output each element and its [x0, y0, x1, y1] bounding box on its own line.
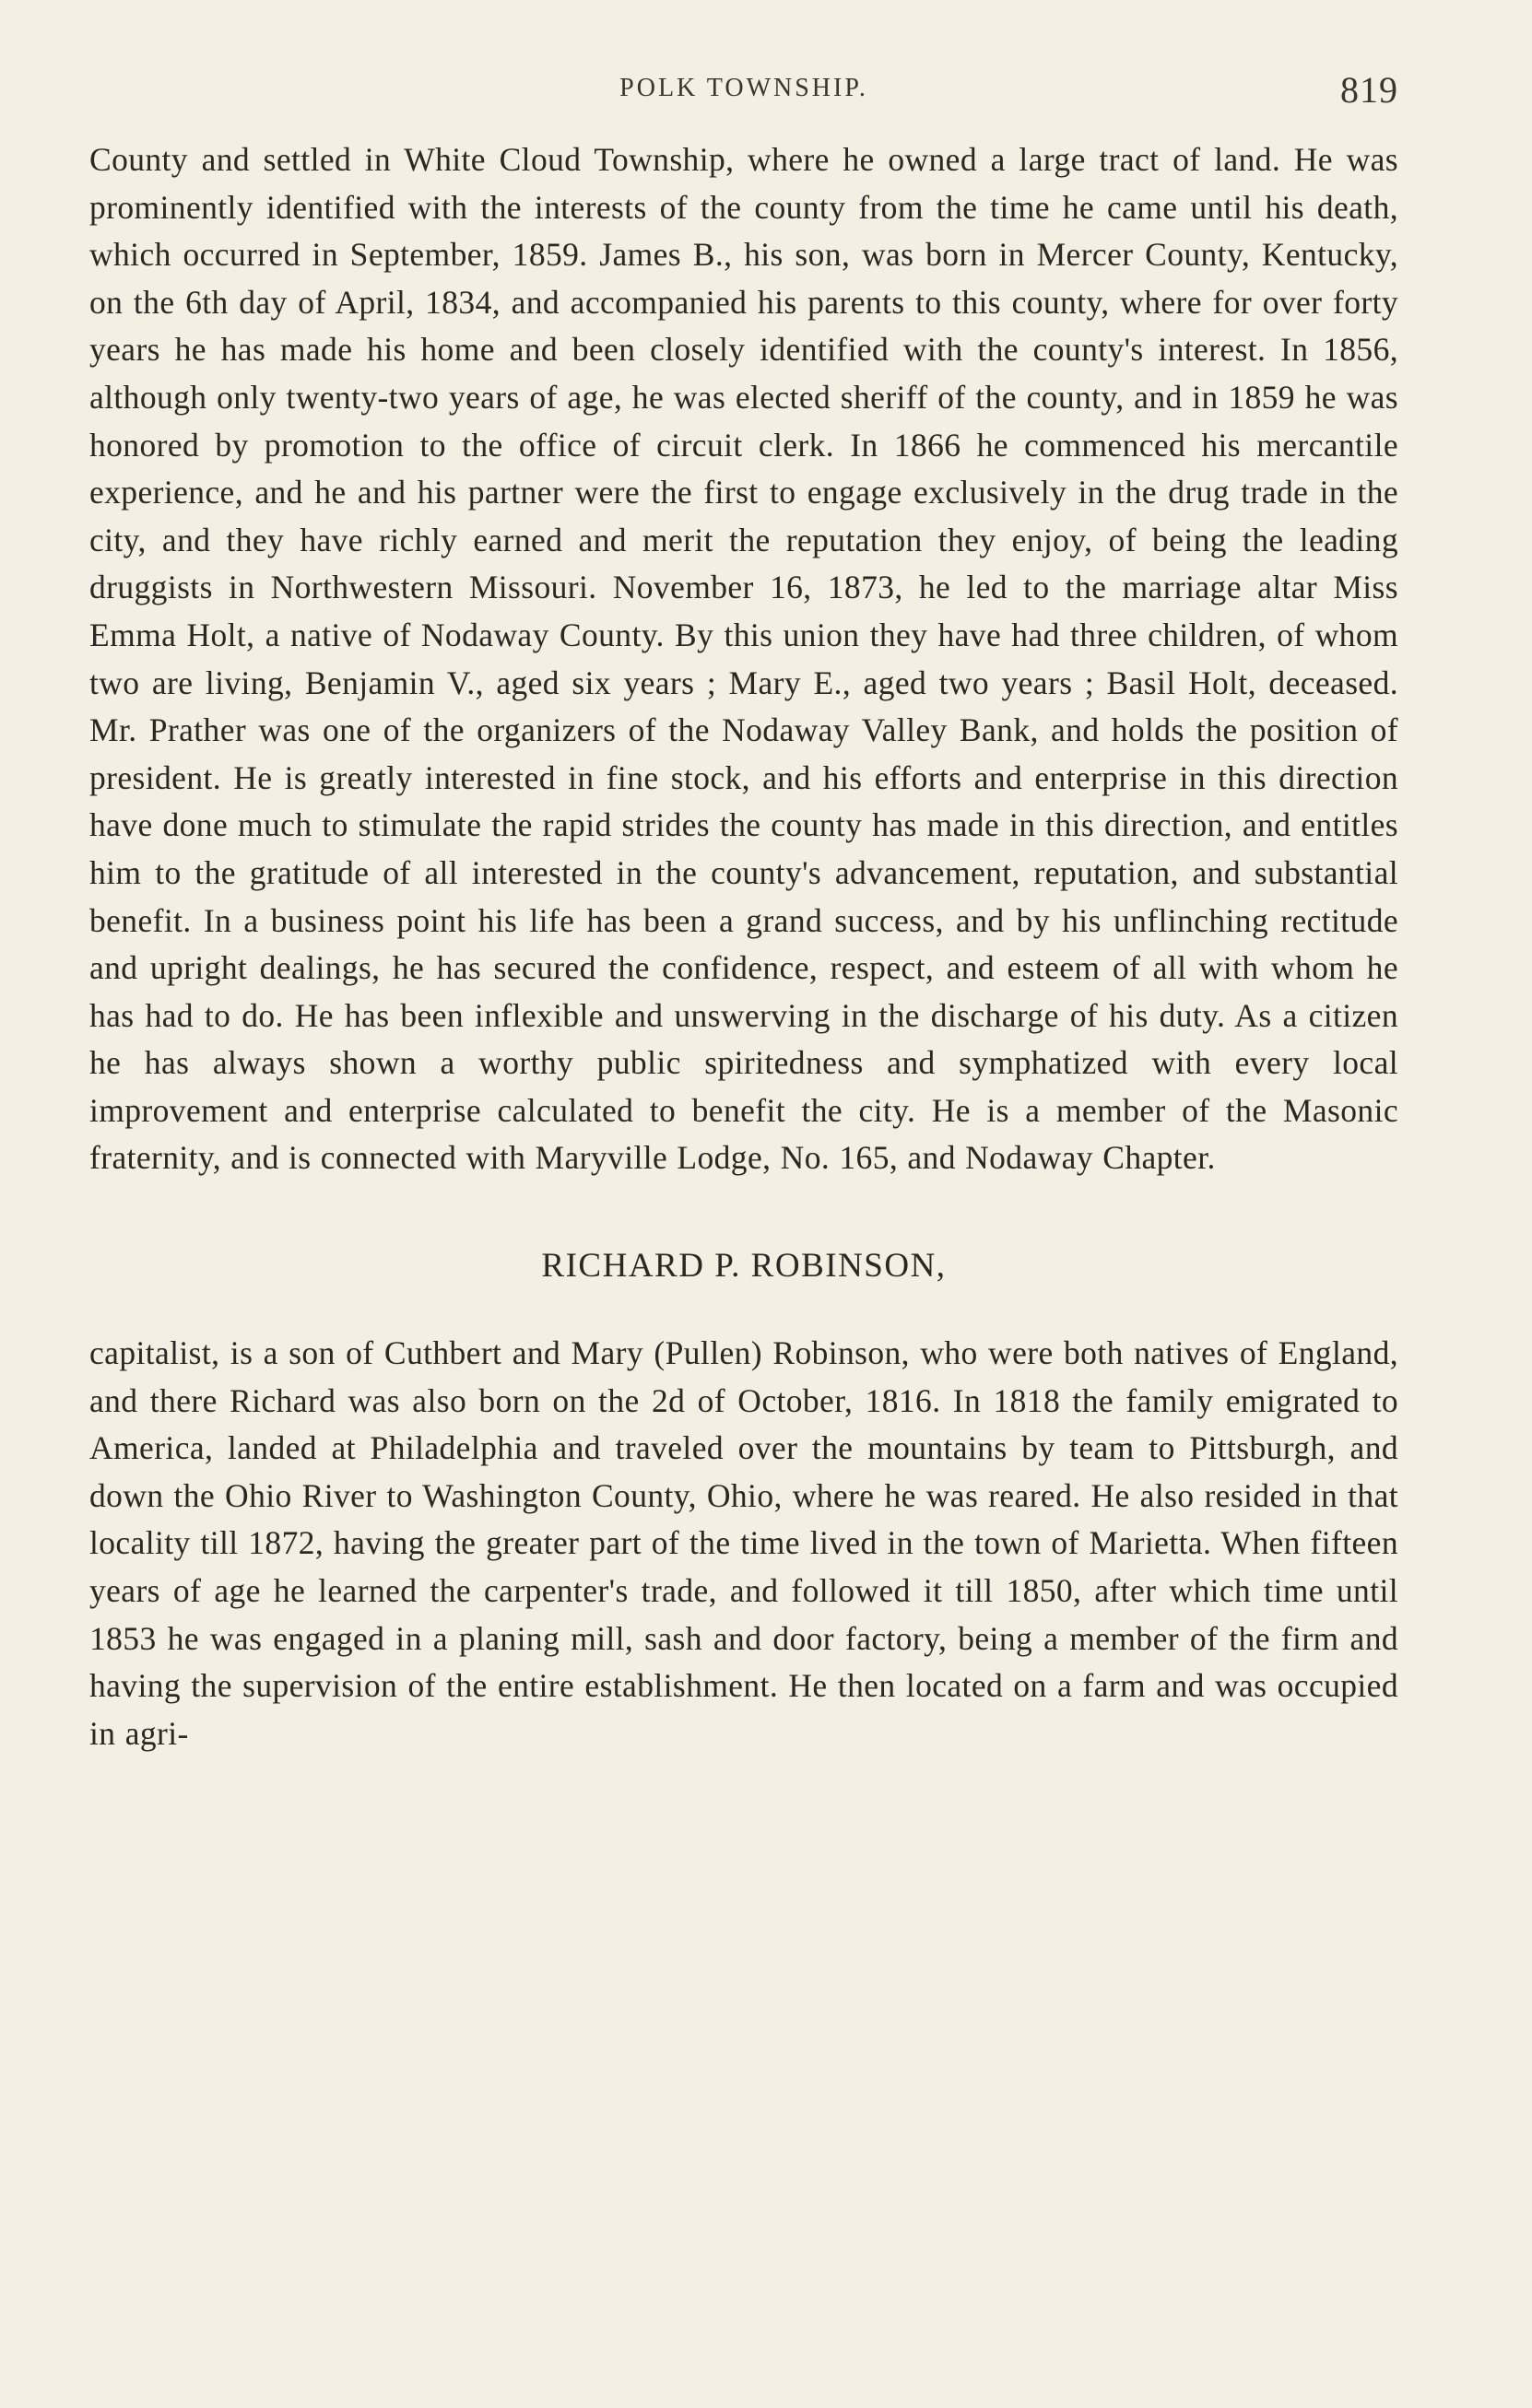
page-number: 819 — [1340, 69, 1398, 111]
running-title: POLK TOWNSHIP. — [619, 74, 868, 102]
book-page — [89, 65, 1398, 1757]
biography-paragraph-robinson: capitalist, is a son of Cuthbert and Mary (Pullen) Robinson, who were both natives of England, and there Richard was also born on the 2d of October, 1816. In 1818 the family emigrated to America, landed at Philadelphia and traveled over the mountains by team to Pittsburgh, and down the Ohio River to Washington County, Ohio, where he was reared. He also resided in that locality till 1872, having the greater part of the time lived in the town of Marietta. When fifteen years of age he learned the carpenter's trade, and followed it till 1850, after which time until 1853 he was engaged in a planing mill, sash and door factory, being a member of the firm and having the supervision of the entire establishment. He then located on a farm and was occupied in agri- — [89, 1334, 1398, 1752]
section-heading-robinson: RICHARD P. ROBINSON, — [541, 1247, 947, 1286]
biography-paragraph-prather: County and settled in White Cloud Township, where he owned a large tract of land. He was prominently identified with the interests of the county from the time he came until his death, which occurred in September, 1859. James B., his son, was born in Mercer County, Kentucky, on the 6th day of April, 1834, and accompanied his parents to this county, where for over forty years he has made his home and been closely identified with the county's interest. In 1856, although only twenty-two years of age, he was elected sheriff of the county, and in 1859 he was honored by promotion to the office of circuit clerk. In 1866 he commenced his mercantile experience, and he and his partner were the first to engage exclusively in the drug trade in the city, and they have richly earned and merit the reputation they enjoy, of being the leading druggists in Northwestern Missouri. November 16, 1873, he led to the marriage altar Miss Emma Holt, a native of Nodaway County. By this union they have had three children, of whom two are living, Benjamin V., aged six years ; Mary E., aged two years ; Basil Holt, deceased. Mr. Prather was one of the organizers of the Nodaway Valley Bank, and holds the position of president. He is greatly interested in fine stock, and his efforts and enterprise in this direction have done much to stimulate the rapid strides the county has made in this direction, and entitles him to the gratitude of all interested in the county's advancement, reputation, and substantial benefit. In a business point his life has been a grand success, and by his unflinching rectitude and upright dealings, he has secured the confidence, respect, and esteem of all with whom he has had to do. He has been inflexible and unswerving in the discharge of his duty. As a citizen he has always shown a worthy public spiritedness and symphatized with every local improvement and enterprise calculated to benefit the city. He is a member of the Masonic fraternity, and is connected with Maryville Lodge, No. 165, and Nodaway Chapter. — [89, 141, 1398, 1177]
running-head — [89, 65, 1398, 122]
